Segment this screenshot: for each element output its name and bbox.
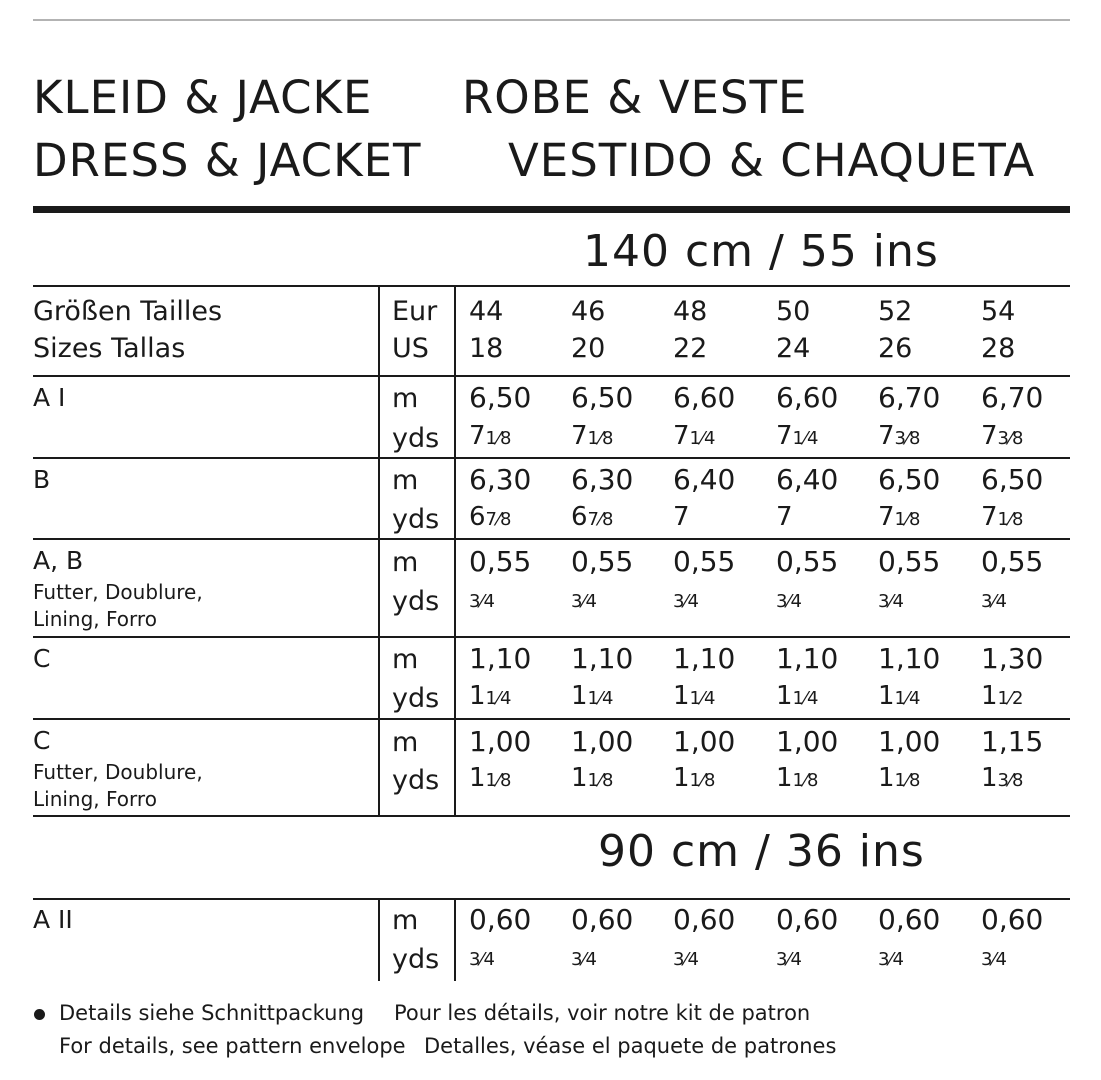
yards-whole: 7 (469, 421, 486, 451)
yards-fraction: 1⁄4 (689, 428, 716, 449)
row-divider (33, 815, 1070, 817)
eur-size-44: 44 (469, 296, 504, 327)
yards-value (571, 584, 597, 614)
yards-whole: 7 (878, 421, 895, 451)
us-size-26: 26 (878, 333, 913, 364)
metric-value: 6,60 (673, 381, 736, 414)
yards-value (981, 502, 1023, 532)
metric-value: 0,60 (469, 903, 532, 936)
metric-value: 1,10 (571, 642, 634, 675)
yards-whole: 1 (878, 763, 895, 793)
yards-fraction: 3⁄4 (981, 591, 1007, 612)
yards-value (673, 942, 699, 972)
yards-whole: 1 (571, 681, 588, 711)
yards-whole: 1 (469, 763, 486, 793)
eur-label: Eur (392, 296, 438, 327)
yards-whole: 7 (571, 421, 588, 451)
unit-yards: yds (392, 423, 440, 454)
yards-fraction: 3⁄4 (469, 591, 495, 612)
yards-fraction: 1⁄4 (689, 688, 716, 709)
metric-value: 6,60 (776, 381, 839, 414)
metric-value: 0,60 (571, 903, 634, 936)
yards-whole: 1 (469, 681, 486, 711)
yards-whole: 7 (981, 421, 998, 451)
metric-value: 6,40 (776, 463, 839, 496)
unit-metric: m (392, 905, 419, 936)
metric-value: 6,70 (878, 381, 941, 414)
unit-yards: yds (392, 944, 440, 975)
metric-value: 6,30 (571, 463, 634, 496)
yards-fraction: 1⁄4 (792, 688, 819, 709)
title-fr: ROBE & VESTE (462, 71, 808, 124)
metric-value: 6,50 (571, 381, 634, 414)
metric-value: 1,00 (469, 725, 532, 758)
yards-value (878, 502, 920, 532)
us-size-20: 20 (571, 333, 606, 364)
yards-whole: 7 (776, 421, 793, 451)
yards-whole: 1 (981, 681, 998, 711)
table-divider-v2-lower (454, 899, 456, 981)
yards-whole: 6 (571, 502, 588, 532)
unit-metric: m (392, 465, 419, 496)
metric-value: 1,15 (981, 725, 1044, 758)
yards-fraction: 3⁄4 (673, 591, 699, 612)
eur-size-46: 46 (571, 296, 606, 327)
yards-fraction: 3⁄4 (469, 949, 495, 970)
row-divider (33, 718, 1070, 720)
row-label: A II (33, 905, 73, 934)
bullet-icon (34, 1009, 45, 1020)
fabric-width-wide: 140 cm / 55 ins (583, 226, 939, 277)
row-label: B (33, 465, 51, 494)
metric-value: 1,10 (469, 642, 532, 675)
yards-value (571, 502, 613, 532)
fabric-width-narrow: 90 cm / 36 ins (598, 826, 925, 877)
yards-value (673, 502, 690, 532)
yards-fraction: 1⁄8 (997, 509, 1024, 530)
row-divider (33, 538, 1070, 540)
yards-whole: 7 (981, 502, 998, 532)
size-label-line1: Größen Tailles (33, 296, 223, 327)
metric-value: 1,10 (776, 642, 839, 675)
yards-value (878, 763, 920, 793)
row-label: A I (33, 383, 66, 412)
yards-value (776, 942, 802, 972)
metric-value: 0,55 (571, 545, 634, 578)
legend-en: For details, see pattern envelope (59, 1034, 406, 1058)
yards-value (673, 763, 715, 793)
unit-yards: yds (392, 765, 440, 796)
yards-whole: 1 (776, 763, 793, 793)
metric-value: 1,00 (878, 725, 941, 758)
yards-fraction: 1⁄8 (485, 428, 512, 449)
yards-fraction: 3⁄4 (571, 591, 597, 612)
metric-value: 6,30 (469, 463, 532, 496)
us-label: US (392, 333, 429, 364)
unit-yards: yds (392, 683, 440, 714)
yards-value (776, 584, 802, 614)
row-sublabel: Lining, Forro (33, 787, 157, 811)
yards-whole: 1 (673, 763, 690, 793)
us-size-22: 22 (673, 333, 708, 364)
yards-value (981, 942, 1007, 972)
yards-value (673, 681, 715, 711)
yards-whole: 7 (776, 502, 793, 532)
yards-fraction: 1⁄4 (894, 688, 921, 709)
yards-value (776, 502, 793, 532)
yards-fraction: 3⁄4 (673, 949, 699, 970)
metric-value: 1,10 (673, 642, 736, 675)
yards-whole: 1 (776, 681, 793, 711)
yards-fraction: 1⁄8 (894, 509, 921, 530)
yards-value (878, 681, 920, 711)
yards-fraction: 1⁄2 (997, 688, 1024, 709)
yards-value (469, 763, 511, 793)
yards-fraction: 3⁄8 (894, 428, 921, 449)
metric-value: 0,55 (878, 545, 941, 578)
yards-value (469, 681, 511, 711)
row-divider (33, 898, 1070, 900)
us-size-24: 24 (776, 333, 811, 364)
yards-fraction: 7⁄8 (587, 509, 614, 530)
legend-es: Detalles, véase el paquete de patrones (424, 1034, 837, 1058)
row-divider (33, 457, 1070, 459)
yards-value (571, 681, 613, 711)
table-divider-v1 (378, 286, 380, 816)
row-label: A, B (33, 546, 84, 575)
yards-fraction: 3⁄8 (997, 770, 1024, 791)
yards-whole: 1 (571, 763, 588, 793)
yards-value (981, 421, 1023, 451)
yards-value (571, 942, 597, 972)
metric-value: 1,10 (878, 642, 941, 675)
us-size-28: 28 (981, 333, 1016, 364)
yards-fraction: 1⁄4 (485, 688, 512, 709)
metric-value: 1,00 (776, 725, 839, 758)
row-divider (33, 636, 1070, 638)
metric-value: 0,55 (776, 545, 839, 578)
metric-value: 6,50 (469, 381, 532, 414)
yards-value (981, 763, 1023, 793)
metric-value: 6,70 (981, 381, 1044, 414)
title-underline (33, 206, 1070, 213)
table-divider-v2 (454, 286, 456, 816)
yards-fraction: 1⁄4 (587, 688, 614, 709)
eur-size-54: 54 (981, 296, 1016, 327)
yards-fraction: 3⁄4 (878, 949, 904, 970)
yards-fraction: 3⁄8 (997, 428, 1024, 449)
legend-de: Details siehe Schnittpackung (59, 1001, 365, 1025)
yards-value (878, 421, 920, 451)
yards-fraction: 1⁄8 (689, 770, 716, 791)
unit-yards: yds (392, 504, 440, 535)
yards-fraction: 1⁄8 (485, 770, 512, 791)
unit-metric: m (392, 383, 419, 414)
yards-fraction: 1⁄4 (792, 428, 819, 449)
yards-value (878, 942, 904, 972)
eur-size-50: 50 (776, 296, 811, 327)
yards-whole: 6 (469, 502, 486, 532)
eur-size-52: 52 (878, 296, 913, 327)
metric-value: 0,60 (981, 903, 1044, 936)
top-divider (33, 19, 1070, 21)
metric-value: 0,60 (776, 903, 839, 936)
table-divider-v1-lower (378, 899, 380, 981)
yards-whole: 1 (981, 763, 998, 793)
metric-value: 1,30 (981, 642, 1044, 675)
metric-value: 0,60 (673, 903, 736, 936)
yards-fraction: 3⁄4 (776, 949, 802, 970)
yards-whole: 7 (673, 502, 690, 532)
yards-value (571, 763, 613, 793)
yards-value (776, 681, 818, 711)
yards-fraction: 1⁄8 (587, 428, 614, 449)
row-sublabel: Futter, Doublure, (33, 760, 203, 784)
yards-whole: 1 (673, 681, 690, 711)
unit-metric: m (392, 644, 419, 675)
yards-value (469, 942, 495, 972)
yards-value (571, 421, 613, 451)
yards-value (981, 584, 1007, 614)
metric-value: 0,55 (469, 545, 532, 578)
yards-value (878, 584, 904, 614)
yards-value (469, 421, 511, 451)
yards-whole: 7 (878, 502, 895, 532)
row-label: C (33, 644, 51, 673)
row-sublabel: Lining, Forro (33, 607, 157, 631)
metric-value: 0,55 (981, 545, 1044, 578)
metric-value: 6,50 (878, 463, 941, 496)
unit-metric: m (392, 547, 419, 578)
row-divider (33, 375, 1070, 377)
yards-value (469, 584, 495, 614)
unit-metric: m (392, 727, 419, 758)
yards-fraction: 3⁄4 (981, 949, 1007, 970)
eur-size-48: 48 (673, 296, 708, 327)
row-label: C (33, 726, 51, 755)
yards-value (673, 584, 699, 614)
yards-value (469, 502, 511, 532)
row-sublabel: Futter, Doublure, (33, 580, 203, 604)
yards-fraction: 3⁄4 (571, 949, 597, 970)
metric-value: 6,40 (673, 463, 736, 496)
yards-value (981, 681, 1023, 711)
unit-yards: yds (392, 586, 440, 617)
row-divider (33, 285, 1070, 287)
us-size-18: 18 (469, 333, 504, 364)
yards-value (776, 763, 818, 793)
size-label-line2: Sizes Tallas (33, 333, 186, 364)
yards-fraction: 1⁄8 (894, 770, 921, 791)
yards-value (673, 421, 715, 451)
yards-fraction: 7⁄8 (485, 509, 512, 530)
yards-fraction: 3⁄4 (776, 591, 802, 612)
yards-whole: 1 (878, 681, 895, 711)
title-en: DRESS & JACKET (33, 134, 422, 187)
yards-fraction: 1⁄8 (792, 770, 819, 791)
yards-fraction: 1⁄8 (587, 770, 614, 791)
metric-value: 1,00 (571, 725, 634, 758)
metric-value: 1,00 (673, 725, 736, 758)
title-es: VESTIDO & CHAQUETA (508, 134, 1036, 187)
yards-fraction: 3⁄4 (878, 591, 904, 612)
legend-fr: Pour les détails, voir notre kit de patron (394, 1001, 811, 1025)
metric-value: 0,55 (673, 545, 736, 578)
yards-value (776, 421, 818, 451)
yards-whole: 7 (673, 421, 690, 451)
metric-value: 0,60 (878, 903, 941, 936)
title-de: KLEID & JACKE (33, 71, 373, 124)
metric-value: 6,50 (981, 463, 1044, 496)
